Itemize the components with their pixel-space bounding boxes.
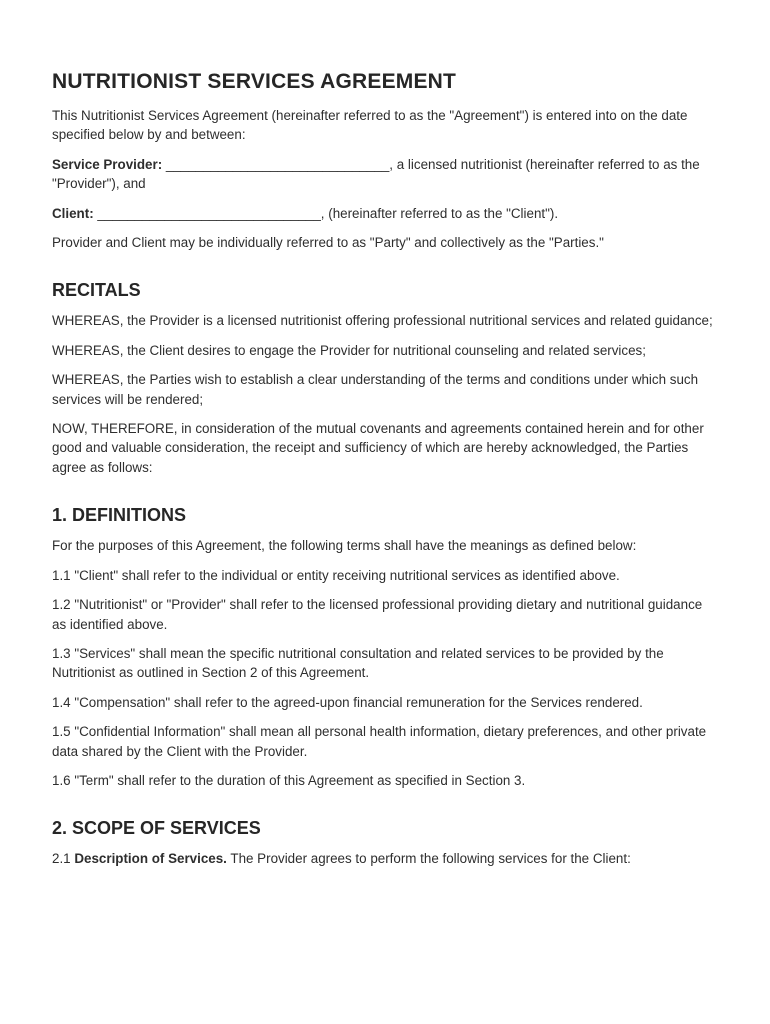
definition-item: 1.4 "Compensation" shall refer to the agreed-upon financial remuneration for the Services rendered. [52,694,643,710]
scope-heading: 2. SCOPE OF SERVICES [52,818,261,839]
recital-paragraph: WHEREAS, the Client desires to engage the Provider for nutritional counseling and related services; [52,342,646,358]
page-title: NUTRITIONIST SERVICES AGREEMENT [52,70,457,93]
scope-item-label: Description of Services. [74,851,227,867]
definition-item: 1.2 "Nutritionist" or "Provider" shall refer to the licensed professional providing dietary and nutritional guidance as identified above. [52,597,703,632]
recital-paragraph: NOW, THEREFORE, in consideration of the mutual covenants and agreements contained herein and for other good and valuable consideration, the receipt and sufficiency of which are hereby acknowledged, the Parties agree as follows: [52,421,704,475]
scope-item-number: 2.1 [52,851,75,867]
recital-paragraph: WHEREAS, the Parties wish to establish a clear understanding of the terms and conditions under which such services will be rendered; [52,372,699,407]
scope-item [52,849,718,868]
client-line [52,204,718,223]
definition-item: 1.5 "Confidential Information" shall mean all personal health information, dietary preferences, and other private data shared by the Client with the Provider. [52,724,707,759]
definitions-intro: For the purposes of this Agreement, the following terms shall have the meanings as defined below: [52,538,637,554]
recital-paragraph: WHEREAS, the Provider is a licensed nutritionist offering professional nutritional services and related guidance; [52,313,713,329]
definition-item: 1.6 "Term" shall refer to the duration of this Agreement as specified in Section 3. [52,772,526,788]
definition-item: 1.3 "Services" shall mean the specific nutritional consultation and related services to be provided by the Nutritionist as outlined in Section 2 of this Agreement. [52,645,664,681]
intro-paragraph: This Nutritionist Services Agreement (hereinafter referred to as the "Agreement") is entered into on the date specified below by and between: [52,108,688,143]
service-provider-label: Service Provider: [52,156,163,172]
service-provider-text: ______________________________, a licensed nutritionist (hereinafter referred to as the "Provider"), and [52,156,700,192]
scope-item-text: The Provider agrees to perform the following services for the Client: [226,851,631,867]
service-provider-line [52,155,718,194]
definitions-heading: 1. DEFINITIONS [52,505,187,526]
definition-item: 1.1 "Client" shall refer to the individual or entity receiving nutritional services as identified above. [52,567,620,583]
client-text: ______________________________, (hereinafter referred to as the "Client"). [93,205,559,221]
recitals-heading: RECITALS [52,280,141,301]
parties-note: Provider and Client may be individually referred to as "Party" and collectively as the "Parties." [52,235,604,251]
client-label: Client: [52,205,94,221]
